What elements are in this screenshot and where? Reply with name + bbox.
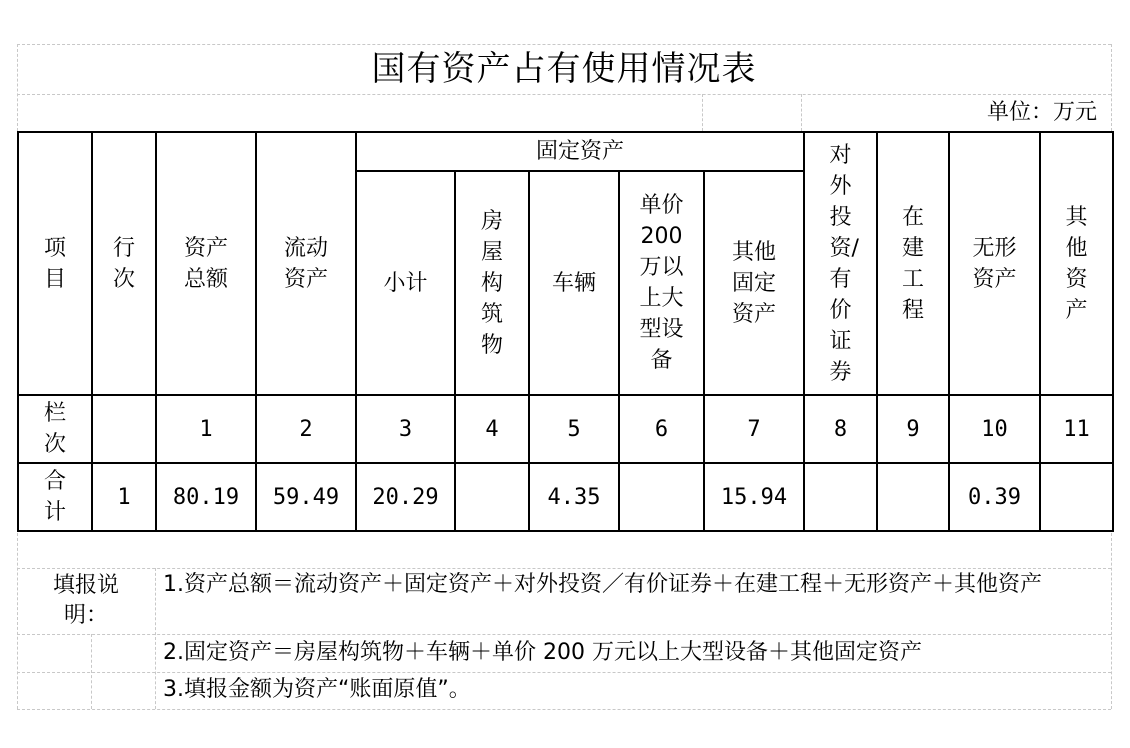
- gridline: [1111, 533, 1112, 709]
- total-intangible[interactable]: 0.39: [949, 463, 1040, 531]
- table-title: 国有资产占有使用情况表: [371, 49, 757, 89]
- unit-label: 单位：万元: [986, 100, 1097, 125]
- gridline: [155, 568, 156, 709]
- header-row-no: 行次: [92, 132, 156, 395]
- notes-item-1: 1.资产总额＝流动资产＋固定资产＋对外投资／有价证券＋在建工程＋无形资产＋其他资产: [163, 572, 1042, 597]
- column-index-cell: 4: [455, 395, 529, 463]
- column-index-cell: 11: [1040, 395, 1113, 463]
- total-current-assets[interactable]: 59.49: [256, 463, 356, 531]
- total-total-assets[interactable]: 80.19: [156, 463, 256, 531]
- total-vehicles[interactable]: 4.35: [529, 463, 619, 531]
- column-index-cell: 2: [256, 395, 356, 463]
- header-vehicles: 车辆: [529, 171, 619, 395]
- column-index-row-no: [92, 395, 156, 463]
- total-construction[interactable]: [877, 463, 949, 531]
- gridline: [17, 672, 1111, 673]
- total-row: [18, 463, 1113, 531]
- column-index-cell: 7: [704, 395, 804, 463]
- header-subtotal: 小计: [356, 171, 455, 395]
- gridline: [702, 94, 703, 131]
- header-fixed-assets: 固定资产: [356, 132, 804, 171]
- gridline: [91, 634, 92, 709]
- total-row-no: 1: [92, 463, 156, 531]
- header-buildings: 房屋构筑物: [455, 171, 529, 395]
- total-buildings[interactable]: [455, 463, 529, 531]
- column-index-label: 栏次: [18, 395, 92, 463]
- header-item: 项目: [18, 132, 92, 395]
- header-other-fixed: 其他固定资产: [704, 171, 804, 395]
- total-large-equipment[interactable]: [619, 463, 704, 531]
- gridline: [17, 94, 1111, 95]
- column-index-cell: 10: [949, 395, 1040, 463]
- gridline: [17, 634, 1111, 635]
- column-index-row: [18, 395, 1113, 463]
- header-intangible: 无形资产: [949, 132, 1040, 395]
- asset-table: [17, 131, 1114, 532]
- header-investment: 对外投资/有价证券: [804, 132, 877, 395]
- column-index-cell: 9: [877, 395, 949, 463]
- header-total-assets: 资产总额: [156, 132, 256, 395]
- total-other-assets[interactable]: [1040, 463, 1113, 531]
- notes-item-2: 2.固定资产＝房屋构筑物＋车辆＋单价 200 万元以上大型设备＋其他固定资产: [163, 640, 922, 665]
- header-current-assets: 流动资产: [256, 132, 356, 395]
- gridline: [1111, 44, 1112, 131]
- header-construction: 在建工程: [877, 132, 949, 395]
- total-investment[interactable]: [804, 463, 877, 531]
- total-label: 合计: [18, 463, 92, 531]
- gridline: [17, 568, 1111, 569]
- notes-label: 填报说明：: [52, 573, 119, 628]
- column-index-cell: 3: [356, 395, 455, 463]
- gridline: [17, 709, 1111, 710]
- column-index-cell: 8: [804, 395, 877, 463]
- notes-item-3: 3.填报金额为资产“账面原值”。: [163, 677, 471, 702]
- column-index-cell: 6: [619, 395, 704, 463]
- total-fixed-subtotal[interactable]: 20.29: [356, 463, 455, 531]
- header-large-equipment: 单价200万以上大型设备: [619, 171, 704, 395]
- header-other-assets: 其他资产: [1040, 132, 1113, 395]
- total-other-fixed[interactable]: 15.94: [704, 463, 804, 531]
- column-index-cell: 5: [529, 395, 619, 463]
- column-index-cell: 1: [156, 395, 256, 463]
